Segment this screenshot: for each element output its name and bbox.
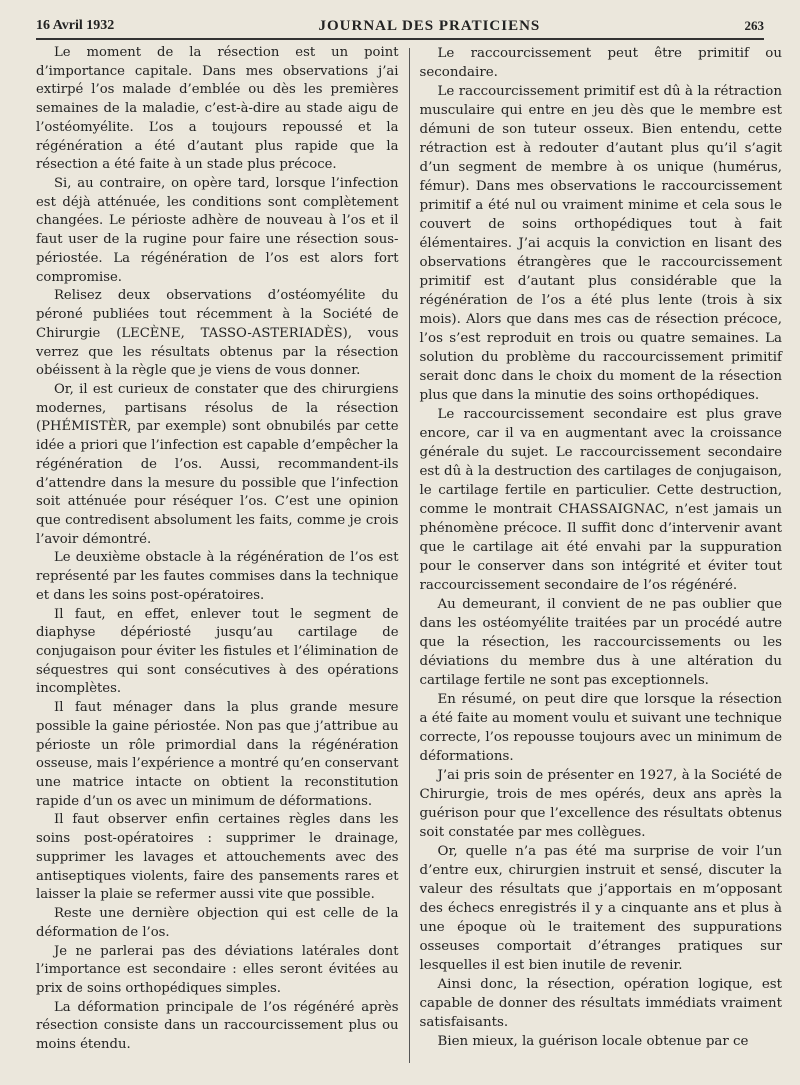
- paragraph: Le deuxième obstacle à la régénération de l’os est représenté par les fautes commises dans la technique et dans les soins post-opératoires.: [36, 550, 399, 603]
- paragraph: Il faut observer enfin certaines règles dans les soins post-opératoires : supprimer le drainage, supprimer les lavages et attouchements avec des antiseptiques violents, faire des pansements rares et laisser la plaie se refermer aussi vite que possible.: [36, 812, 399, 903]
- paragraph: Si, au contraire, on opère tard, lorsque l’infection est déjà atténuée, les conditions sont complètement changées. Le périoste adhère de nouveau à l’os et il faut user de la rugine pour faire une résection sous-périostée. La régénération de l’os est alors fort compromise.: [36, 176, 399, 285]
- paragraph: Le moment de la résection est un point d’importance capitale. Dans mes observations j’ai extirpé l’os malade d’emblée ou dès les premières semaines de la maladie, c’est-à-dire au stade aigu de l’ostéomyélite. L’os a toujours repoussé et la régénération a été d’autant plus rapide que la résection a été faite à un stade plus précoce.: [36, 45, 399, 173]
- paragraph: Relisez deux observations d’ostéomyélite du péroné publiées tout récemment à la Société de Chirurgie (LECÈNE, TASSO-ASTERIADÈS), vous verrez que les résultats obtenus par la résection obéissent à la règle que je viens de vous donner.: [36, 288, 399, 379]
- paragraph: La déformation principale de l’os régénéré après résection consiste dans un raccourcissement plus ou moins étendu.: [36, 999, 399, 1053]
- paragraph: Reste une dernière objection qui est celle de la déformation de l’os.: [36, 906, 399, 940]
- right-column: [410, 44, 793, 1067]
- paragraph: En résumé, on peut dire que lorsque la résection a été faite au moment voulu et suivant une technique correcte, l’os repousse toujours avec un minimum de déformations.: [419, 692, 782, 764]
- issue-date: 16 Avril 1932: [36, 18, 115, 33]
- paragraph: Je ne parlerai pas des déviations latérales dont l’importance est secondaire : elles seront évitées au prix de soins orthopédiques simples.: [36, 943, 399, 996]
- paragraph: Or, il est curieux de constater que des chirurgiens modernes, partisans résolus de la résection (PHÉMISTÈR, par exemple) sont obnubilés par cette idée a priori que l’infection est capable d’empêcher la régénération de l’os. Aussi, recommandent-ils d’attendre dans la mesure du possible que l’infection soit atténuée pour réséquer l’os. C’est une opinion que contredisent absolument les faits, comme je crois l’avoir démontré.: [36, 381, 399, 547]
- journal-title: JOURNAL DES PRATICIENS: [318, 17, 541, 34]
- paragraph: Au demeurant, il convient de ne pas oublier que dans les ostéomyélite traitées par un procédé autre que la résection, les raccourcissements ou les déviations du membre dus à une altération du cartilage fertile ne sont pas exceptionnels.: [419, 597, 782, 688]
- running-header: [36, 14, 764, 40]
- paragraph: Il faut, en effet, enlever tout le segment de diaphyse dépériosté jusqu’au cartilage de conjugaison pour éviter les fistules et l’élimination de séquestres qui sont consécutives à des opérations incomplètes.: [36, 606, 399, 697]
- text-columns: [26, 44, 792, 1067]
- page-number: 263: [744, 18, 764, 33]
- paragraph: Ainsi donc, la résection, opération logique, est capable de donner des résultats immédiats vraiment satisfaisants.: [419, 977, 782, 1030]
- paragraph: Il faut ménager dans la plus grande mesure possible la gaine périostée. Non pas que j’attribue au périoste un rôle primordial dans la régénération osseuse, mais l’expérience a montré qu’en conservant une matrice intacte on obtient la reconstitution rapide d’un os avec un minimum de déformations.: [36, 700, 399, 809]
- paragraph: Bien mieux, la guérison locale obtenue par ce: [437, 1034, 749, 1049]
- paragraph: Or, quelle n’a pas été ma surprise de voir l’un d’entre eux, chirurgien instruit et sensé, discuter la valeur des résultats que j’apportais en m’opposant des échecs enregistrés il y a cinquante ans et plus à une époque où le traitement des suppurations osseuses comportait d’étranges pratiques sur lesquelles il est bien inutile de revenir.: [419, 844, 782, 973]
- paragraph: J’ai pris soin de présenter en 1927, à la Société de Chirurgie, trois de mes opérés, deux ans après la guérison pour que l’excellence des résultats obtenus soit constatée par mes collègues.: [419, 768, 782, 840]
- paragraph: Le raccourcissement secondaire est plus grave encore, car il va en augmentant avec la croissance générale du sujet. Le raccourcissement secondaire est dû à la destruction des cartilages de conjugaison, le cartilage fertile en particulier. Cette destruction, comme le montrait CHASSAIGNAC, n’est jamais un phénomène précoce. Il suffit donc d’intervenir avant que le cartilage ait été envahi par la suppuration pour le conserver dans son intégrité et éviter tout raccourcissement secondaire de l’os régénéré.: [419, 407, 782, 593]
- paragraph: Le raccourcissement peut être primitif ou secondaire.: [419, 46, 782, 80]
- paragraph: Le raccourcissement primitif est dû à la rétraction musculaire qui entre en jeu dès que le membre est démuni de son tuteur osseux. Bien entendu, cette rétraction est à redouter d’autant plus qu’il s’agit d’un segment de membre à os unique (humérus, fémur). Dans mes observations le raccourcissement primitif a été nul ou vraiment minime et cela sous le couvert de soins orthopédiques tout à fait élémentaires. J’ai acquis la conviction en lisant des observations étrangères que le raccourcissement primitif est d’autant plus considérable que la régénération de l’os a été plus lente (trois à six mois). Alors que dans mes cas de résection précoce, l’os s’est reproduit en trois ou quatre semaines. La solution du problème du raccourcissement primitif serait donc dans le choix du moment de la résection plus que dans la minutie des soins orthopédiques.: [419, 84, 782, 403]
- left-column: [26, 44, 409, 1067]
